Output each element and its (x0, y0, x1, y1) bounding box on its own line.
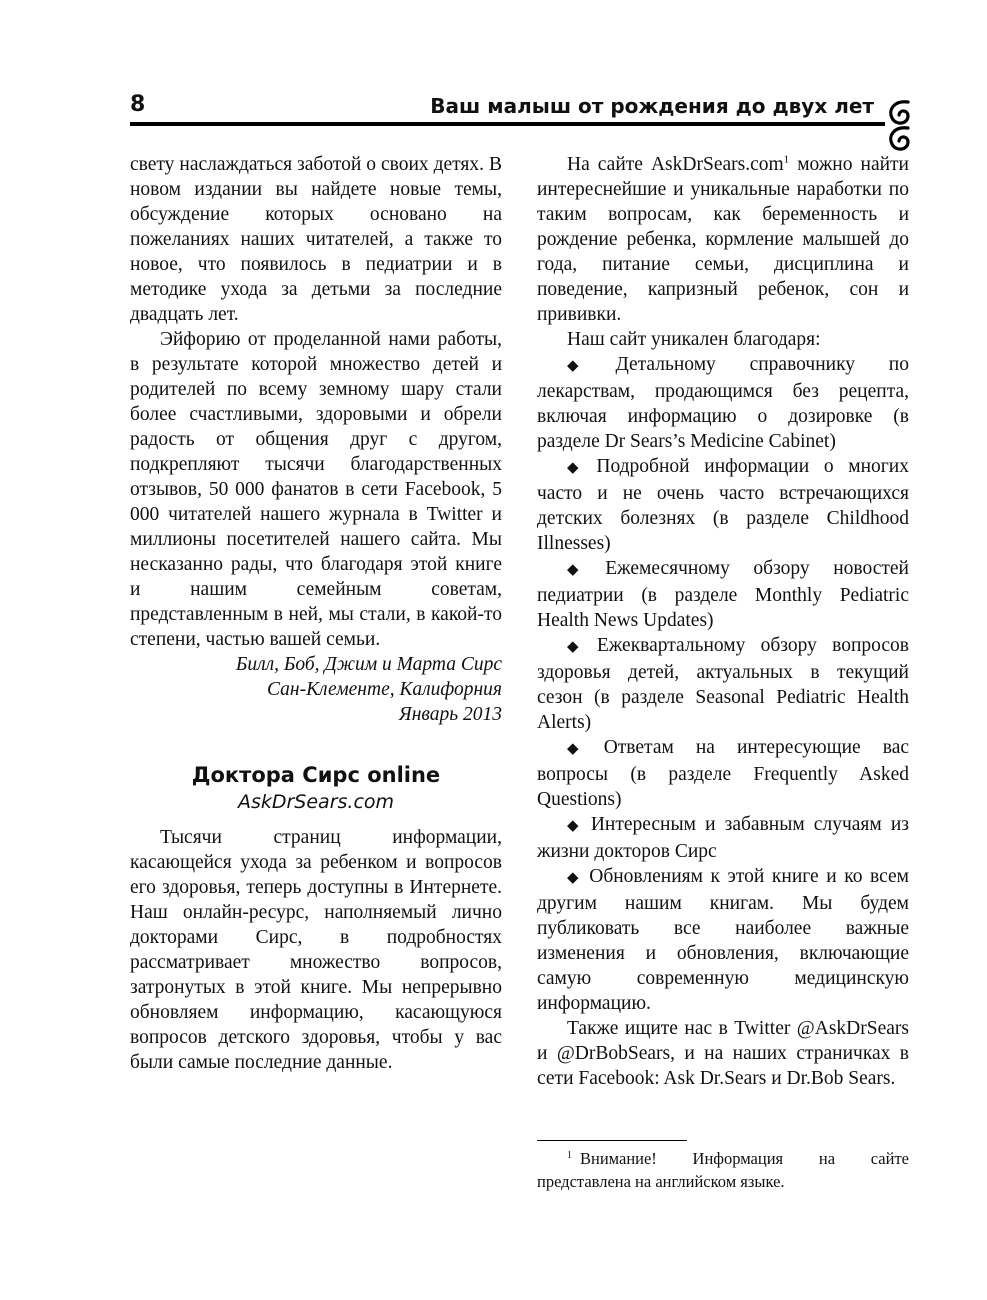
left-column (130, 152, 502, 1075)
page-header (130, 88, 910, 124)
paragraph: Эйфорию от проделанной нами работы, в результате которой множество детей и родителей по всему земному шару стали более счастливыми, здоровыми и обрели радость от общения друг с другом, подкрепляют тысячи благодарственных отзывов, 50 000 фанатов в сети Facebook, 5 000 читателей нашего журнала в Twitter и миллионы посетителей нашего сайта. Мы несказанно рады, что благодаря этой книге и нашим семейным советам, представленным в ней, мы стали, в какой-то степени, частью вашей семьи. (130, 329, 502, 650)
list-item: ◆ Подробной информации о многих часто и не очень часто встречающихся детских болезнях (в разделе Childhood Illnesses) (537, 456, 909, 554)
diamond-bullet-icon: ◆ (567, 741, 596, 757)
spiral-ornament-icon (886, 96, 916, 154)
list-lead: Наш сайт уникален благодаря: (567, 329, 821, 350)
running-title: Ваш малыш от рождения до двух лет (430, 94, 874, 118)
diamond-bullet-icon: ◆ (567, 639, 589, 655)
list-item: ◆ Обновлениям к этой книге и ко всем другим нашим книгам. Мы будем публиковать все наиболее важные изменения и обновления, включающие самую современную медицинскую информацию. (537, 866, 909, 1014)
footnote-reference: 1 (783, 153, 790, 166)
footnote-mark: 1 (567, 1149, 572, 1161)
page-number: 8 (130, 92, 146, 117)
signature-place: Сан-Клементе, Калифорния (267, 679, 502, 700)
list-item: ◆ Детальному справочнику по лекарствам, продающимся без рецепта, включая информацию о дозировке (в разделе Dr Sears’s Medicine Cabinet) (537, 354, 909, 452)
paragraph: Тысячи страниц информации, касающейся ухода за ребенком и вопросов его здоровья, теперь доступны в Интернете. Наш онлайн-ресурс, наполняемый лично докторами Сирс, в подробностях рассматривает множество вопросов, затронутых в этой книге. Мы непрерывно обновляем информацию, касающуюся вопросов детского здоровья, чтобы у вас были самые последние данные. (130, 827, 502, 1073)
list-item: ◆ Интересным и забавным случаям из жизни докторов Сирс (537, 814, 909, 862)
footnote: $^1$ Внимание! Информация на сайте представлена на английском языке. (537, 1149, 909, 1191)
diamond-bullet-icon: ◆ (567, 562, 598, 578)
section-title: Доктора Сирс online (191, 763, 441, 787)
list-item: ◆ Ответам на интересующие вас вопросы (в разделе Frequently Asked Questions) (537, 737, 910, 810)
diamond-bullet-icon: ◆ (567, 818, 583, 834)
list-item: ◆ Ежеквартальному обзору вопросов здоровья детей, актуальных в текущий сезон (в разделе Seasonal Pediatric Health Alerts) (537, 635, 909, 733)
footnote-rule (537, 1140, 687, 1141)
intro-paragraph: На сайте AskDrSears.com$^1$ можно найти интереснейшие и уникальные наработки по таким вопросам, как беременность и рождение ребенка, кормление малышей до года, питание семьи, дисциплина и поведение, капризный ребенок, сон и прививки. (537, 153, 909, 325)
header-rule (130, 122, 885, 126)
list-item: ◆ Ежемесячному обзору новостей педиатрии (в разделе Monthly Pediatric Health News Updates) (537, 558, 909, 631)
diamond-bullet-icon: ◆ (567, 358, 608, 374)
section-subtitle: AskDrSears.com (237, 791, 395, 813)
signature-date: Январь 2013 (398, 704, 502, 725)
diamond-bullet-icon: ◆ (567, 870, 582, 886)
paragraph: свету наслаждаться заботой о своих детях. В новом издании вы найдете новые темы, обсуждение которых основано на пожеланиях наших читателей, а также то новое, что появилось в педиатрии и в методике ухода за детьми за последние двадцать лет. (130, 154, 502, 325)
signature-names: Билл, Боб, Джим и Марта Сирс (235, 654, 502, 675)
diamond-bullet-icon: ◆ (567, 460, 589, 476)
bullet-list (537, 352, 909, 1016)
right-column (537, 152, 909, 1091)
closing-paragraph: Также ищите нас в Twitter @AskDrSears и @DrBobSears, и на наших страничках в сети Facebook: Ask Dr.Sears и Dr.Bob Sears. (537, 1018, 909, 1089)
